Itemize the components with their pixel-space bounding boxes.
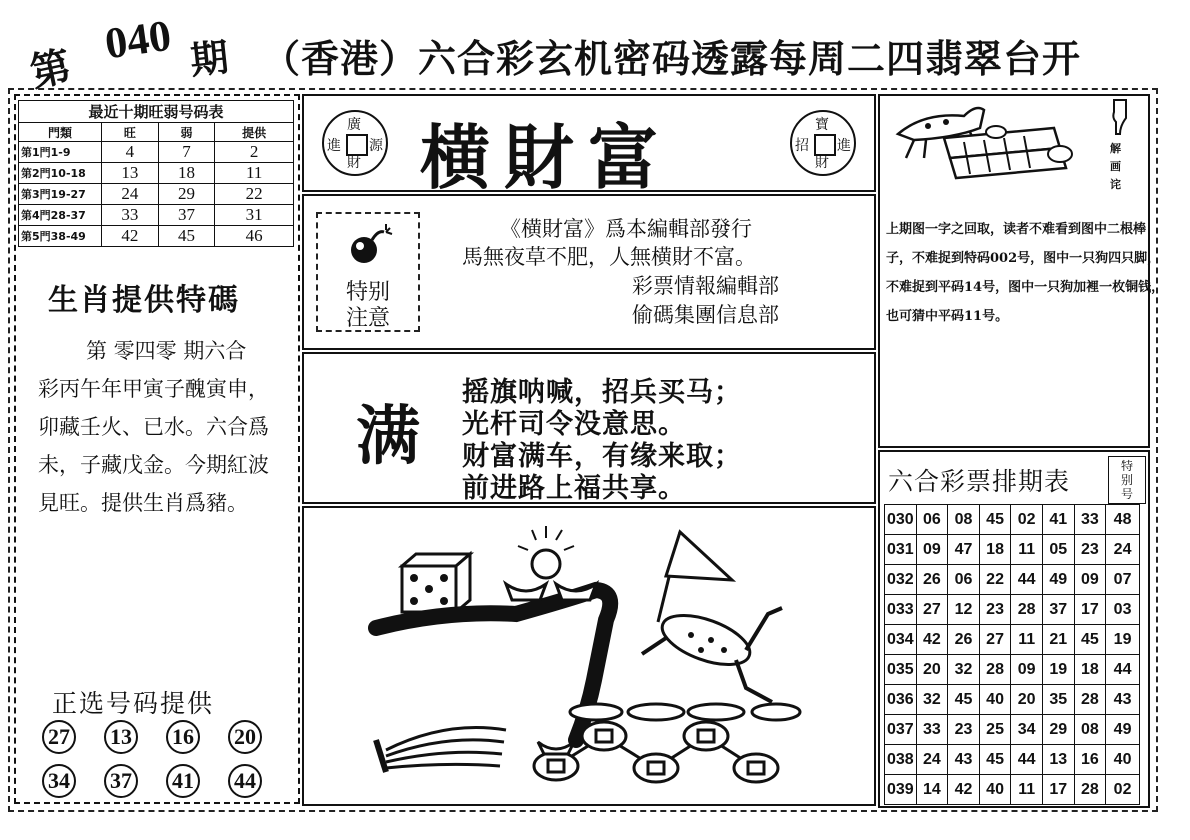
schedule-number-cell: 18 [979, 535, 1011, 565]
row-label: 第3門19-27 [19, 184, 102, 205]
coin-char: 進 [327, 138, 341, 154]
schedule-number-cell: 26 [916, 565, 948, 595]
banana-icon [376, 728, 506, 773]
schedule-number-cell: 11 [1011, 625, 1043, 655]
coin-left-icon [322, 110, 388, 176]
zodiac-title: 生肖提供特碼 [48, 283, 240, 318]
schedule-number-cell: 17 [1074, 595, 1106, 625]
schedule-special-cell: 02 [1106, 775, 1140, 805]
poem-key-char: 满 [356, 400, 420, 474]
dog-and-sticks-icon [884, 98, 1080, 190]
schedule-number-cell: 20 [1011, 685, 1043, 715]
schedule-title: 六合彩票排期表 [888, 467, 1071, 496]
history-header: 弱 [158, 123, 215, 142]
cell: 2 [215, 142, 294, 163]
schedule-number-cell: 05 [1042, 535, 1074, 565]
schedule-number-cell: 18 [1074, 655, 1106, 685]
schedule-number-cell: 22 [979, 565, 1011, 595]
dice-icon [402, 554, 470, 612]
schedule-number-cell: 08 [948, 505, 980, 535]
pick-number: 16 [166, 720, 200, 754]
poem-line: 光杆司令没意思。 [462, 409, 686, 440]
schedule-number-cell: 21 [1042, 625, 1074, 655]
schedule-number-cell: 28 [1011, 595, 1043, 625]
schedule-number-cell: 45 [948, 685, 980, 715]
schedule-number-cell: 42 [948, 775, 980, 805]
pick-number: 44 [228, 764, 262, 798]
schedule-number-cell: 13 [1042, 745, 1074, 775]
copper-coins-icon [534, 722, 778, 782]
cell: 37 [158, 205, 215, 226]
pick-number: 37 [104, 764, 138, 798]
coin-char: 寶 [815, 117, 829, 133]
frog-with-flag-icon [642, 532, 782, 702]
schedule-number-cell: 37 [1042, 595, 1074, 625]
cell: 18 [158, 163, 215, 184]
schedule-number-cell: 11 [1011, 535, 1043, 565]
row-label: 第5門38-49 [19, 226, 102, 247]
poem-line: 财富满车，有缘来取； [462, 441, 742, 472]
cell: 13 [102, 163, 159, 184]
hint-text: 上期图一字之回取，读者不难看到图中二根棒子，不难捉到特码002号，图中一只狗四只脚，不难捉到平码14号，图中一只狗加裡一枚铜钱，也可猜中平码11号。 [886, 222, 1165, 324]
riddle-picture [306, 510, 872, 802]
notice-line: 《横財富》爲本編輯部發行 [500, 217, 752, 241]
history-table [18, 100, 294, 247]
schedule-special-cell: 43 [1106, 685, 1140, 715]
cell: 4 [102, 142, 159, 163]
schedule-number-cell: 23 [1074, 535, 1106, 565]
coin-char: 招 [795, 138, 809, 154]
table-row [885, 685, 1140, 715]
schedule-number-cell: 42 [916, 625, 948, 655]
schedule-issue-cell: 036 [885, 685, 917, 715]
issue-number: 040 [101, 10, 175, 69]
pick-number: 13 [104, 720, 138, 754]
table-row [885, 745, 1140, 775]
schedule-number-cell: 43 [948, 745, 980, 775]
coin-char: 財 [815, 155, 829, 171]
schedule-number-cell: 24 [916, 745, 948, 775]
poem-line: 摇旗呐喊，招兵买马； [462, 377, 742, 408]
schedule-special-cell: 07 [1106, 565, 1140, 595]
gold-ingot-icon [506, 526, 596, 600]
schedule-issue-cell: 031 [885, 535, 917, 565]
schedule-number-cell: 09 [1074, 565, 1106, 595]
schedule-number-cell: 33 [1074, 505, 1106, 535]
schedule-number-cell: 23 [948, 715, 980, 745]
schedule-number-cell: 32 [948, 655, 980, 685]
schedule-issue-cell: 032 [885, 565, 917, 595]
schedule-issue-cell: 039 [885, 775, 917, 805]
bomb-icon [346, 220, 396, 270]
cell: 22 [215, 184, 294, 205]
schedule-special-cell: 40 [1106, 745, 1140, 775]
schedule-number-cell: 40 [979, 775, 1011, 805]
cell: 31 [215, 205, 294, 226]
table-row [19, 226, 294, 247]
coin-right-icon [790, 110, 856, 176]
schedule-number-cell: 49 [1042, 565, 1074, 595]
schedule-number-cell: 45 [979, 745, 1011, 775]
poem-line: 前进路上福共享。 [462, 473, 686, 504]
history-header: 門類 [19, 123, 102, 142]
hint-side-char: 画 [1110, 160, 1121, 173]
schedule-special-cell: 24 [1106, 535, 1140, 565]
table-row [19, 184, 294, 205]
schedule-issue-cell: 035 [885, 655, 917, 685]
cell: 7 [158, 142, 215, 163]
zodiac-text [38, 332, 278, 522]
pick-number: 41 [166, 764, 200, 798]
row-label: 第1門1-9 [19, 142, 102, 163]
schedule-number-cell: 20 [916, 655, 948, 685]
schedule-issue-cell: 034 [885, 625, 917, 655]
special-label-char: 特 [1120, 459, 1133, 473]
schedule-number-cell: 40 [979, 685, 1011, 715]
schedule-number-cell: 17 [1042, 775, 1074, 805]
schedule-number-cell: 29 [1042, 715, 1074, 745]
picks-title: 正选号码提供 [52, 689, 215, 718]
schedule-number-cell: 34 [1011, 715, 1043, 745]
schedule-number-cell: 12 [948, 595, 980, 625]
special-notice-label-1: 特别 [345, 280, 390, 305]
schedule-number-cell: 26 [948, 625, 980, 655]
page-title: （香港）六合彩玄机密码透露每周二四翡翠台开 [262, 36, 1082, 81]
schedule-number-cell: 11 [1011, 775, 1043, 805]
schedule-number-cell: 28 [979, 655, 1011, 685]
schedule-number-cell: 28 [1074, 775, 1106, 805]
pick-number: 27 [42, 720, 76, 754]
cell: 29 [158, 184, 215, 205]
schedule-number-cell: 41 [1042, 505, 1074, 535]
schedule-special-cell: 03 [1106, 595, 1140, 625]
table-row [885, 565, 1140, 595]
table-row [885, 715, 1140, 745]
schedule-number-cell: 32 [916, 685, 948, 715]
coin-char: 源 [369, 138, 383, 154]
special-notice-label [320, 280, 416, 332]
schedule-number-cell: 23 [979, 595, 1011, 625]
schedule-number-cell: 06 [948, 565, 980, 595]
schedule-special-cell: 48 [1106, 505, 1140, 535]
notice-line: 彩票情報編輯部 [632, 274, 779, 298]
schedule-number-cell: 25 [979, 715, 1011, 745]
schedule-number-cell: 02 [1011, 505, 1043, 535]
special-label-char: 号 [1120, 487, 1133, 501]
notice-line: 馬無夜草不肥，人無横財不富。 [462, 245, 756, 269]
coin-char: 進 [837, 138, 851, 154]
table-row [19, 163, 294, 184]
schedule-special-cell: 44 [1106, 655, 1140, 685]
history-header: 提供 [215, 123, 294, 142]
schedule-number-cell: 09 [1011, 655, 1043, 685]
schedule-number-cell: 45 [1074, 625, 1106, 655]
table-row [885, 655, 1140, 685]
schedule-number-cell: 08 [1074, 715, 1106, 745]
cell: 11 [215, 163, 294, 184]
schedule-number-cell: 09 [916, 535, 948, 565]
schedule-special-label [1108, 456, 1146, 504]
table-row [885, 625, 1140, 655]
schedule-issue-cell: 037 [885, 715, 917, 745]
schedule-number-cell: 45 [979, 505, 1011, 535]
schedule-table [884, 504, 1140, 805]
cell: 42 [102, 226, 159, 247]
table-row [885, 595, 1140, 625]
pick-number: 34 [42, 764, 76, 798]
history-caption: 最近十期旺弱号码表 [19, 101, 294, 123]
table-row [885, 535, 1140, 565]
schedule-issue-cell: 038 [885, 745, 917, 775]
schedule-number-cell: 35 [1042, 685, 1074, 715]
schedule-issue-cell: 033 [885, 595, 917, 625]
pointing-hand-icon [1108, 98, 1132, 136]
schedule-number-cell: 06 [916, 505, 948, 535]
cell: 45 [158, 226, 215, 247]
pick-number: 20 [228, 720, 262, 754]
issue-prefix: 第 [26, 42, 76, 97]
schedule-special-cell: 19 [1106, 625, 1140, 655]
schedule-number-cell: 27 [916, 595, 948, 625]
schedule-number-cell: 14 [916, 775, 948, 805]
schedule-number-cell: 33 [916, 715, 948, 745]
special-label-char: 别 [1120, 473, 1133, 487]
history-header: 旺 [102, 123, 159, 142]
schedule-issue-cell: 030 [885, 505, 917, 535]
table-row [885, 775, 1140, 805]
table-row [19, 205, 294, 226]
cell: 46 [215, 226, 294, 247]
schedule-number-cell: 44 [1011, 745, 1043, 775]
notice-line: 偷碼集團信息部 [632, 303, 779, 327]
schedule-number-cell: 28 [1074, 685, 1106, 715]
schedule-number-cell: 44 [1011, 565, 1043, 595]
cell: 24 [102, 184, 159, 205]
row-label: 第4門28-37 [19, 205, 102, 226]
schedule-number-cell: 16 [1074, 745, 1106, 775]
table-row [19, 142, 294, 163]
issue-suffix: 期 [188, 34, 231, 83]
brand-title: 横財富 [420, 116, 672, 199]
coin-char: 財 [347, 155, 361, 171]
schedule-number-cell: 27 [979, 625, 1011, 655]
schedule-special-cell: 49 [1106, 715, 1140, 745]
row-label: 第2門10-18 [19, 163, 102, 184]
cell: 33 [102, 205, 159, 226]
table-row [885, 505, 1140, 535]
schedule-number-cell: 19 [1042, 655, 1074, 685]
hint-side-char: 诧 [1110, 178, 1121, 191]
zodiac-text-rest: 彩丙午年甲寅子醜寅申，卯藏壬火、已水。六合爲未，子藏戊金。今期紅波見旺。提供生肖爲豬。 [38, 377, 269, 515]
zodiac-text-first: 第 零四零 期六合 [86, 339, 247, 363]
special-notice-label-2: 注意 [345, 306, 390, 331]
hint-side-char: 解 [1110, 142, 1121, 155]
coin-char: 廣 [347, 117, 361, 133]
schedule-number-cell: 47 [948, 535, 980, 565]
